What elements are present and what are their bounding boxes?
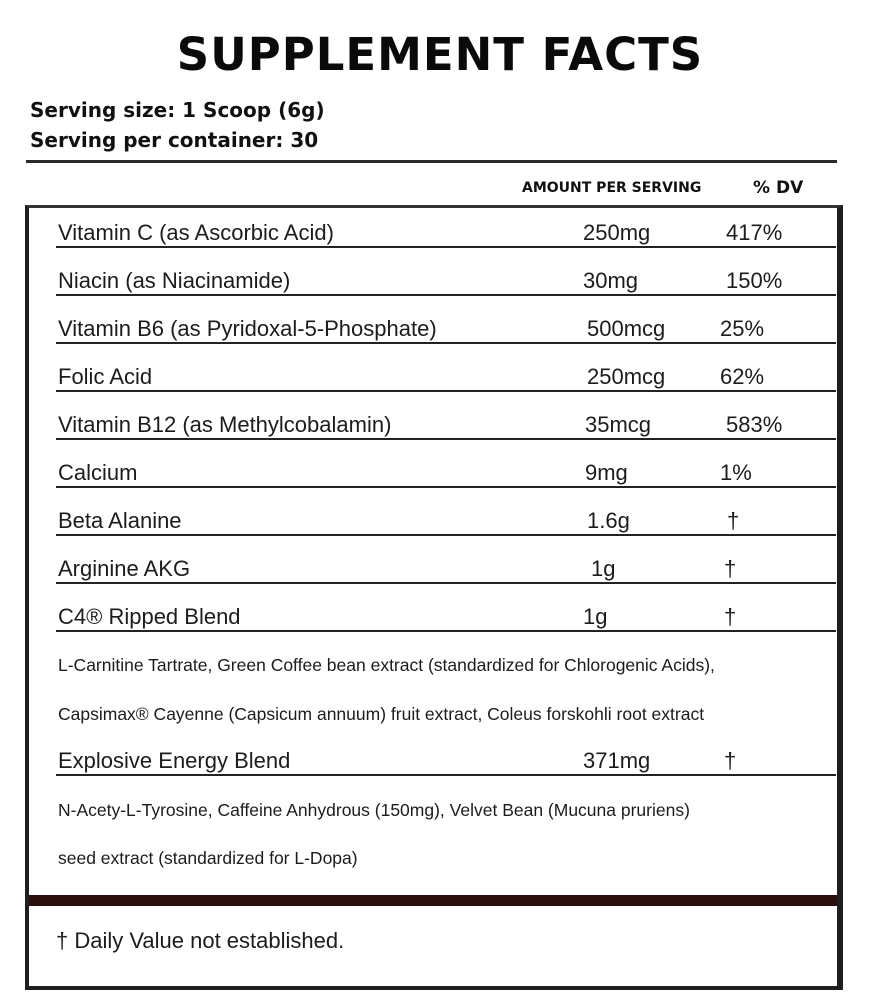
nutrient-row-arginine-akg — [30, 536, 836, 584]
nutrient-amount: 1.6g — [587, 508, 630, 533]
row-divider — [56, 774, 836, 776]
nutrient-name: Beta Alanine — [58, 508, 182, 533]
nutrient-amount: 35mcg — [585, 412, 652, 437]
nutrient-dv: 583% — [726, 412, 783, 437]
nutrient-name: C4® Ripped Blend — [58, 604, 241, 629]
nutrient-row-vitamin-b6 — [30, 296, 836, 344]
ripped-blend-ingredients-line-2: Capsimax® Cayenne (Capsicum annuum) fruit extract, Coleus forskohli root extract — [58, 704, 705, 724]
nutrient-dv: 1% — [720, 460, 752, 485]
footer-divider-band — [29, 895, 837, 906]
energy-blend-ingredients-line-2: seed extract (standardized for L-Dopa) — [58, 848, 358, 868]
dagger-symbol: † — [724, 556, 737, 581]
ripped-blend-ingredients-line-1: L-Carnitine Tartrate, Green Coffee bean extract (standardized for Chlorogenic Acids), — [58, 655, 715, 675]
amount-per-serving-header: AMOUNT PER SERVING — [522, 180, 702, 196]
nutrient-dv: 150% — [726, 268, 783, 293]
row-divider — [56, 630, 836, 632]
nutrient-name: Arginine AKG — [58, 556, 191, 581]
nutrient-dv: 25% — [720, 316, 765, 341]
dagger-symbol: † — [727, 508, 740, 533]
nutrient-name: Vitamin C (as Ascorbic Acid) — [58, 220, 334, 245]
nutrient-row-niacin — [30, 248, 836, 296]
nutrient-row-vitamin-c — [30, 200, 836, 248]
nutrient-amount: 1g — [591, 556, 616, 581]
dagger-symbol: † — [724, 604, 737, 629]
nutrient-name: Vitamin B6 (as Pyridoxal-5-Phosphate) — [58, 316, 437, 341]
nutrient-name: Niacin (as Niacinamide) — [58, 268, 291, 293]
nutrient-amount: 250mg — [583, 220, 651, 245]
nutrient-name: Vitamin B12 (as Methylcobalamin) — [58, 412, 392, 437]
nutrient-row-ripped-blend — [30, 584, 836, 632]
servings-per-container: Serving per container: 30 — [30, 128, 319, 152]
nutrient-row-energy-blend — [30, 728, 836, 776]
nutrient-name: Calcium — [58, 460, 138, 485]
daily-value-header: % DV — [753, 178, 804, 198]
nutrient-name: Explosive Energy Blend — [58, 748, 291, 773]
dagger-symbol: † — [724, 748, 737, 773]
nutrient-row-folic-acid — [30, 344, 836, 392]
nutrient-amount: 371mg — [583, 748, 651, 773]
nutrient-name: Folic Acid — [58, 364, 153, 389]
nutrient-amount: 1g — [583, 604, 608, 629]
daily-value-footnote: † Daily Value not established. — [56, 928, 345, 953]
nutrient-row-beta-alanine — [30, 488, 836, 536]
nutrient-dv: 417% — [726, 220, 783, 245]
energy-blend-ingredients-line-1: N-Acety-L-Tyrosine, Caffeine Anhydrous (150mg), Velvet Bean (Mucuna pruriens) — [58, 800, 690, 820]
page-title: SUPPLEMENT FACTS — [176, 28, 704, 81]
nutrient-dv: 62% — [720, 364, 765, 389]
nutrient-amount: 250mcg — [587, 364, 666, 389]
top-divider — [26, 160, 837, 163]
nutrient-amount: 30mg — [583, 268, 639, 293]
serving-size: Serving size: 1 Scoop (6g) — [30, 98, 325, 122]
nutrient-row-vitamin-b12 — [30, 392, 836, 440]
nutrient-amount: 9mg — [585, 460, 628, 485]
nutrient-row-calcium — [30, 440, 836, 488]
nutrient-amount: 500mcg — [587, 316, 666, 341]
